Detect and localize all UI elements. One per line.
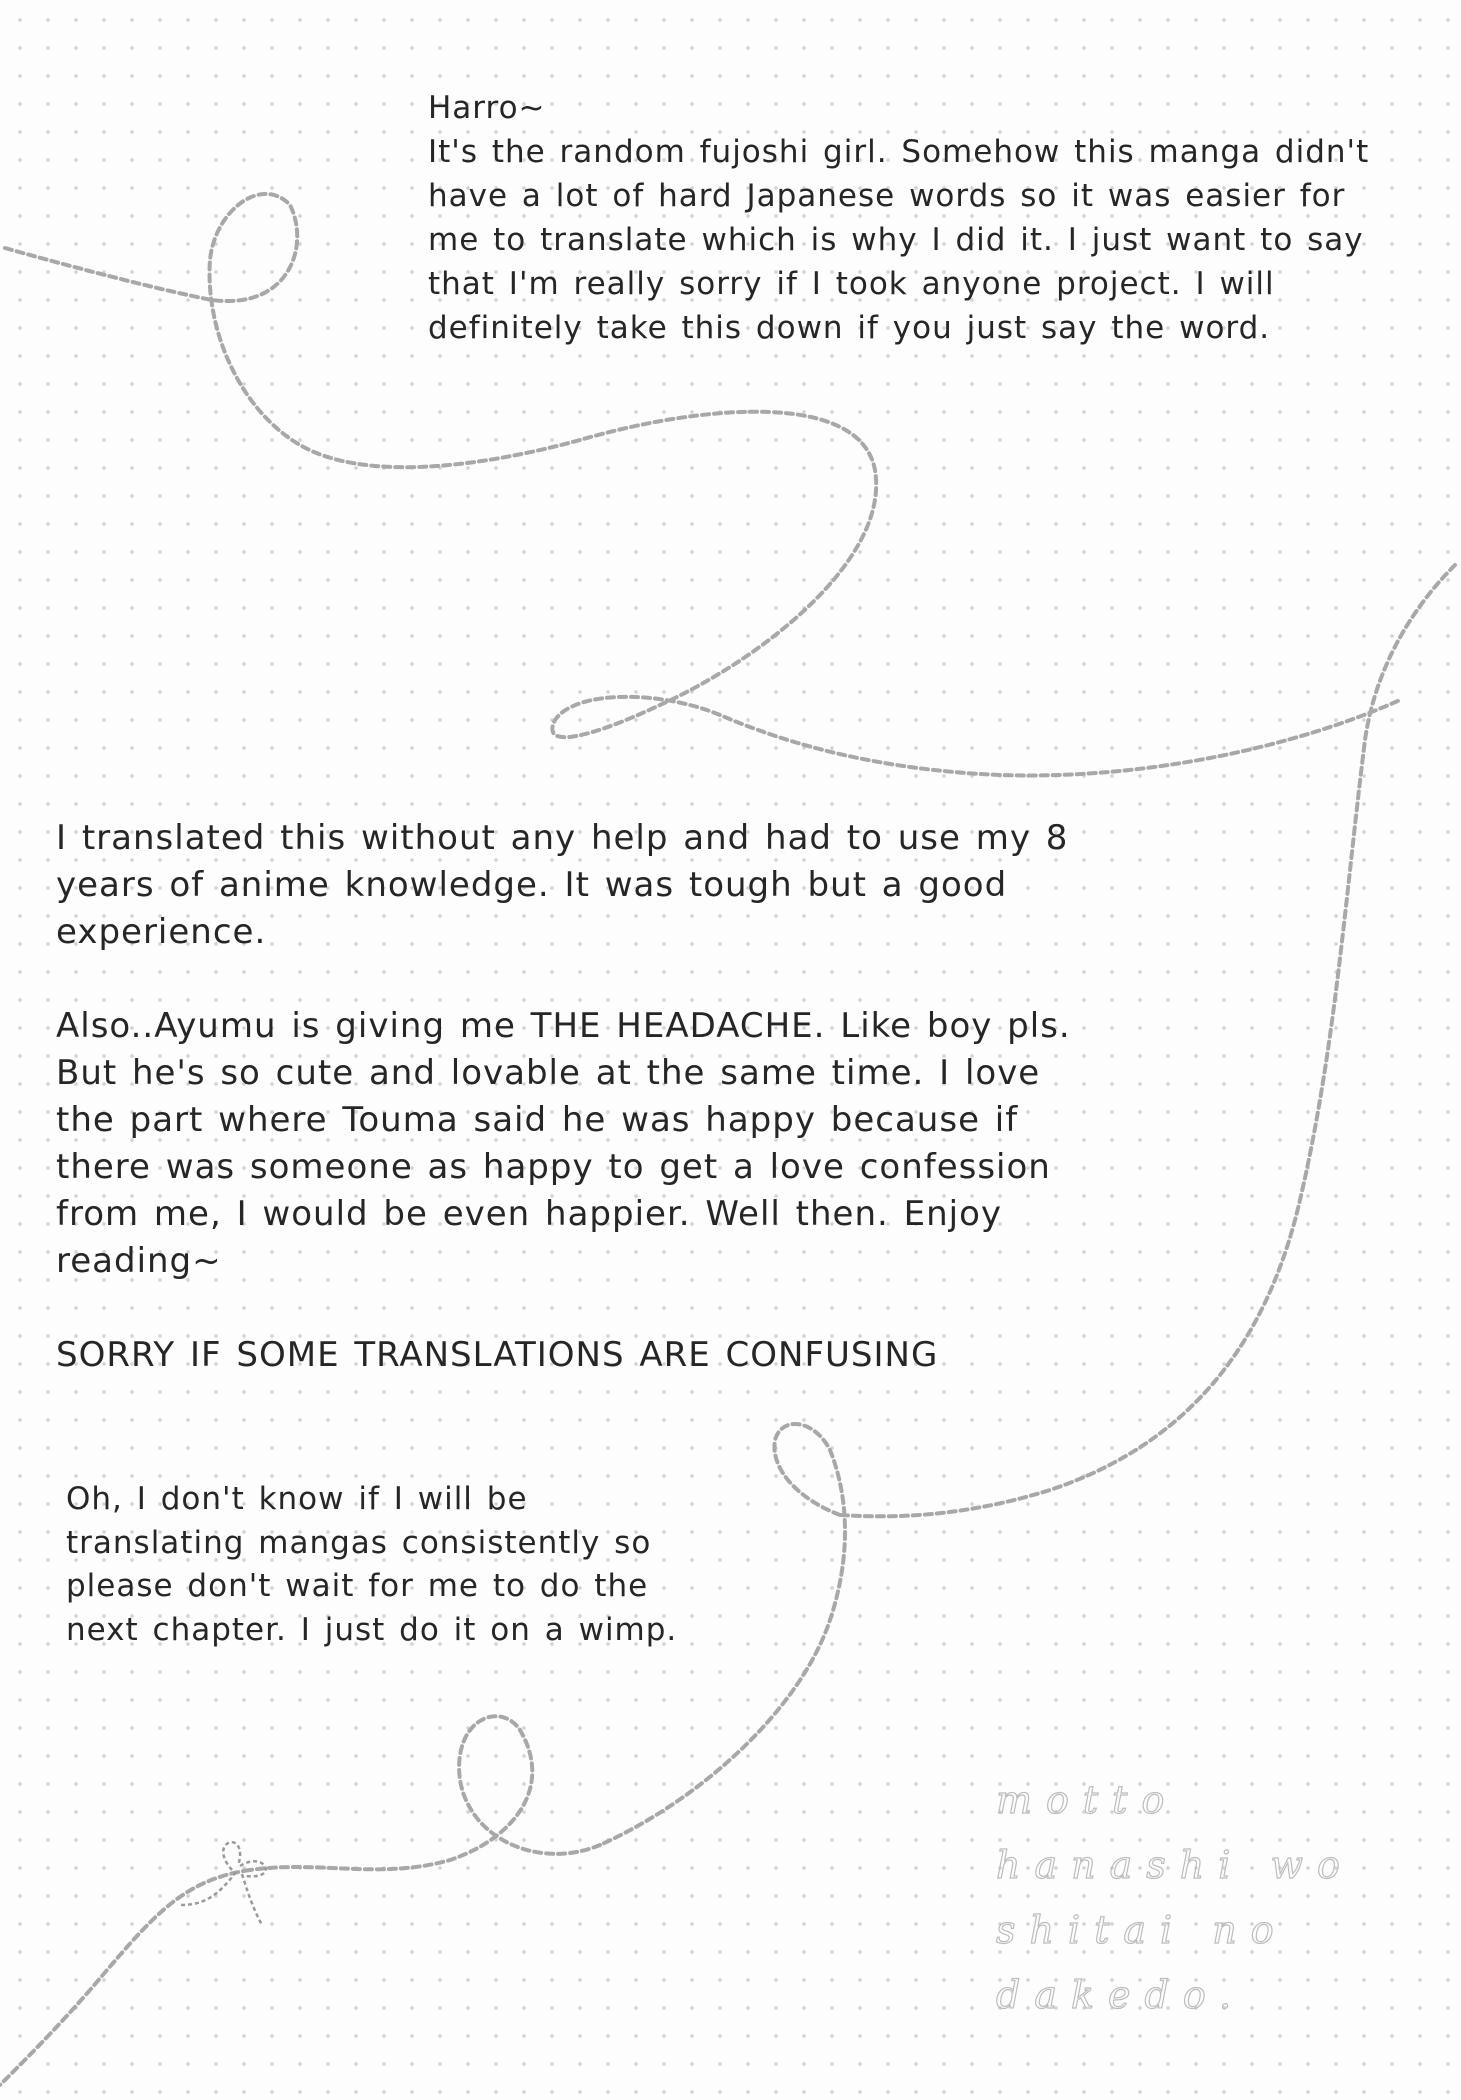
paragraph-2-line: But he's so cute and lovable at the same time. I love (56, 1053, 1041, 1093)
intro-line: Harro~ (428, 90, 546, 126)
apology-line: SORRY IF SOME TRANSLATIONS ARE CONFUSING (56, 1335, 939, 1375)
closing-line: Oh, I don't know if I will be (66, 1481, 528, 1517)
ribbon-lower-loop (250, 1716, 600, 1870)
intro-note (428, 86, 1369, 350)
romaji-line: shitai no (996, 1908, 1288, 1952)
intro-line: that I'm really sorry if I took anyone project. I will (428, 266, 1275, 302)
romaji-line: dakedo. (996, 1973, 1246, 2017)
closing-line: please don't wait for me to do the (66, 1568, 649, 1604)
bow-icon (180, 1842, 266, 1925)
paragraph-1-line: I translated this without any help and had to use my 8 (56, 818, 1069, 858)
intro-line: me to translate which is why I did it. I just want to say (428, 222, 1364, 258)
closing-line: translating mangas consistently so (66, 1524, 652, 1561)
romaji-outline-text (996, 1768, 1354, 2028)
paragraph-2-line: from me, I would be even happier. Well then. Enjoy (56, 1194, 1003, 1234)
closing-line: next chapter. I just do it on a wimp. (66, 1611, 678, 1648)
paragraph-1-line: years of anime knowledge. It was tough but a good (56, 865, 1008, 905)
romaji-line: motto (996, 1778, 1179, 1822)
paragraph-2-line: reading~ (56, 1241, 222, 1281)
paragraph-2-line: there was someone as happy to get a love confession (56, 1147, 1051, 1187)
ribbon-bottom-left (0, 1870, 250, 2085)
middle-note (56, 815, 1071, 1379)
paragraph-1-line: experience. (56, 912, 267, 952)
intro-line: have a lot of hard Japanese words so it was easier for (428, 178, 1346, 214)
paragraph-2-line: Also..Ayumu is giving me THE HEADACHE. Like boy pls. (56, 1006, 1071, 1046)
paragraph-2-line: the part where Touma said he was happy because if (56, 1100, 1019, 1140)
intro-line: definitely take this down if you just say the word. (428, 310, 1271, 346)
romaji-line: hanashi wo (996, 1843, 1354, 1887)
intro-line: It's the random fujoshi girl. Somehow this manga didn't (428, 134, 1370, 170)
closing-note (66, 1478, 677, 1652)
